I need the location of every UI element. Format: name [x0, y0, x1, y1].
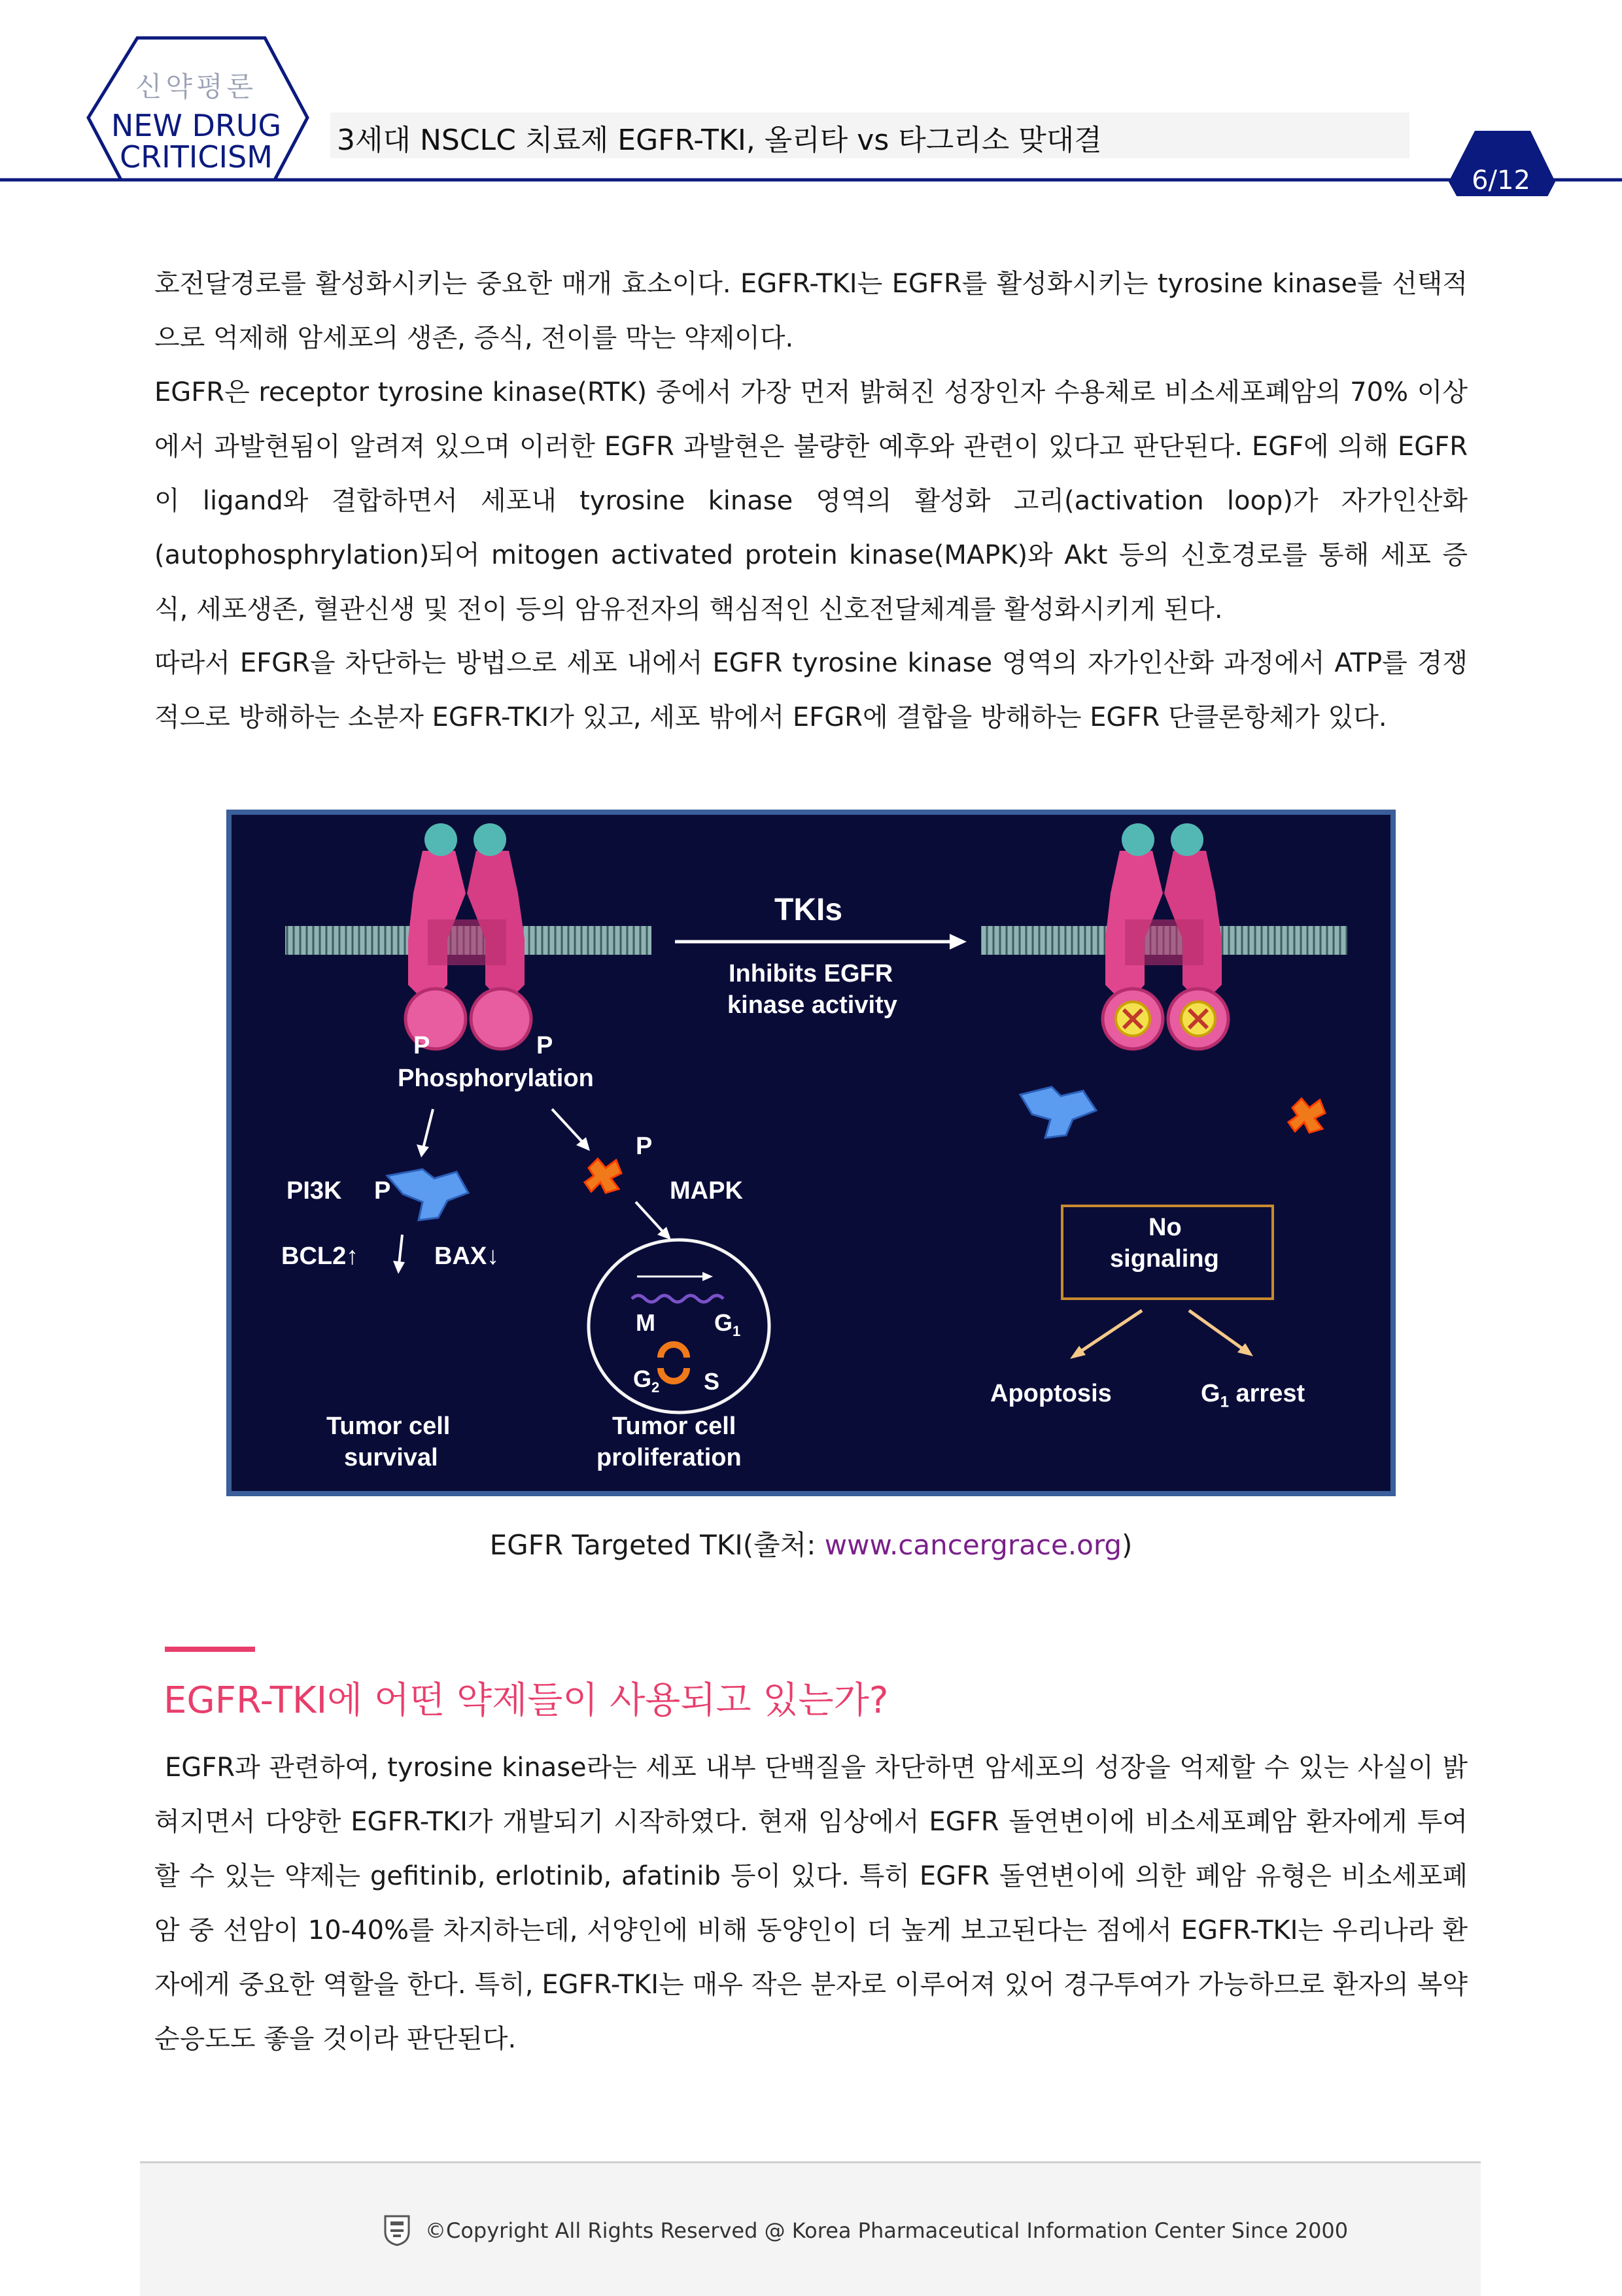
proliferation-line2: proliferation: [596, 1444, 742, 1471]
phospho-p-left: P: [413, 1032, 430, 1059]
mapk-p-label: P: [636, 1133, 653, 1160]
brand-english-line2: CRITICISM: [120, 139, 273, 175]
page-header: [0, 0, 1622, 196]
survival-line1: Tumor cell: [326, 1413, 451, 1440]
arrow-to-apoptosis: [1079, 1311, 1142, 1352]
no-signaling-line2: signaling: [1110, 1245, 1219, 1273]
apoptosis-label: Apoptosis: [990, 1380, 1112, 1407]
pi3k-protein: [387, 1169, 468, 1220]
paragraph-3: 따라서 EFGR을 차단하는 방법으로 세포 내에서 EGFR tyrosine kinase 영역의 자가인산화 과정에서 ATP를 경쟁적으로 방해하는 소분자 EGFR-TKI가 있고, 세포 밖에서 EFGR에 결합을 방해하는 EGFR 단클론항체가 있다.: [154, 648, 1468, 732]
document-title: 3세대 NSCLC 치료제 EGFR-TKI, 올리타 vs 타그리소 맞대결: [337, 124, 1102, 157]
survival-line2: survival: [344, 1444, 438, 1471]
cycle-g2-label: $G_2$: [633, 1365, 660, 1396]
pi3k-inactive: [1020, 1087, 1096, 1138]
section-paragraph: EGFR과 관련하여, tyrosine kinase라는 세포 내부 단백질을 차단하면 암세포의 성장을 억제할 수 있는 사실이 밝혀지면서 다양한 EGFR-TKI가 개발되기 시작하였다. 현재 임상에서 EGFR 돌연변이에 비소세포폐암 환자에게 투여할 수 있는 약제는 gefitinib, erlotinib, afatinib 등이 있다. 특히 EGFR 돌연변이에 의한 폐암 유형은 비소세포폐암 중 선암이 10-40%를 차지하는데, 서양인에 비해 동양인이 더 높게 보고된다는 점에서 EGFR-TKI는 우리나라 환자에게 중요한 역할을 한다. 특히, EGFR-TKI는 매우 작은 분자로 이루어져 있어 경구투여가 가능하므로 환자의 복약 순응도도 좋을 것이라 판단된다.: [154, 1753, 1468, 2054]
cycle-s-label: S: [704, 1368, 720, 1395]
paragraph-2: EGFR은 receptor tyrosine kinase(RTK) 중에서 가장 먼저 밝혀진 성장인자 수용체로 비소세포폐암의 70% 이상에서 과발현됨이 알려져 있으며 이러한 EGFR 과발현은 불량한 예후와 관련이 있다고 판단된다. EGF에 의해 EGFR이 ligand와 결합하면서 세포내 tyrosine kinase 영역의 활성화 고리(activation loop)가 자가인산화(autophosphrylation)되어 mitogen activated protein kinase(MAPK)와 Akt 등의 신호경로를 통해 세포 증식, 세포생존, 혈관신생 및 전이 등의 암유전자의 핵심적인 신호전달체계를 활성화시키게 된다.: [154, 377, 1468, 625]
bax-label: BAX↓: [434, 1242, 500, 1270]
egfr-receptor-inhibited: [1103, 823, 1228, 1049]
mapk-protein: [585, 1159, 621, 1193]
dna-wave: [632, 1295, 723, 1302]
arrow-to-pi3k: [423, 1109, 433, 1148]
section-heading: EGFR-TKI에 어떤 약제들이 사용되고 있는가?: [164, 1679, 889, 1722]
tkis-arrowhead: [950, 934, 967, 950]
arrow-to-cycle: [636, 1202, 663, 1232]
phosphorylation-label: Phosphorylation: [398, 1065, 594, 1092]
no-signaling-line1: No: [1148, 1214, 1182, 1241]
page-number: 6/12: [1472, 165, 1530, 196]
pi3k-label: PI3K: [286, 1177, 342, 1205]
brand-korean: 신약평론: [135, 71, 258, 103]
arrow-to-arrest: [1189, 1311, 1244, 1350]
paragraph-1: 호전달경로를 활성화시키는 중요한 매개 효소이다. EGFR-TKI는 EGFR를 활성화시키는 tyrosine kinase를 선택적으로 억제해 암세포의 생존, 증식, 전이를 막는 약제이다.: [154, 269, 1468, 353]
pi3k-p-label: P: [374, 1177, 391, 1205]
source-link[interactable]: www.cancergrace.org: [824, 1529, 1122, 1561]
mapk-label: MAPK: [670, 1177, 743, 1205]
crest-icon: [383, 2214, 411, 2246]
cycle-rotate-icon: [661, 1345, 687, 1358]
g1-arrest-label: $G_1$ arrest: [1201, 1380, 1305, 1411]
brand-english-line1: NEW DRUG: [111, 108, 282, 143]
tkis-label: TKIs: [774, 893, 843, 927]
figure-caption: EGFR Targeted TKI(출처: www.cancergrace.org): [489, 1529, 1133, 1561]
egfr-receptor-active: [406, 823, 531, 1049]
arrow-to-mapk: [552, 1109, 583, 1143]
inhibits-line1: Inhibits EGFR: [729, 960, 893, 987]
cycle-g1-label: $G_1$: [714, 1309, 741, 1340]
phospho-p-right: P: [536, 1032, 553, 1059]
mapk-inactive: [1288, 1099, 1325, 1133]
copyright-text: ©Copyright All Rights Reserved @ Korea Pharmaceutical Information Center Since 2000: [425, 2218, 1349, 2243]
bcl2-label: BCL2↑: [281, 1242, 359, 1270]
inhibits-line2: kinase activity: [727, 991, 897, 1019]
proliferation-line1: Tumor cell: [612, 1413, 736, 1440]
cell-cycle-circle: [589, 1240, 769, 1413]
arrow-to-bax: [399, 1235, 402, 1265]
heading-accent-bar: [165, 1647, 255, 1652]
egfr-tki-figure: [226, 810, 1396, 1496]
cycle-m-label: M: [636, 1309, 655, 1336]
